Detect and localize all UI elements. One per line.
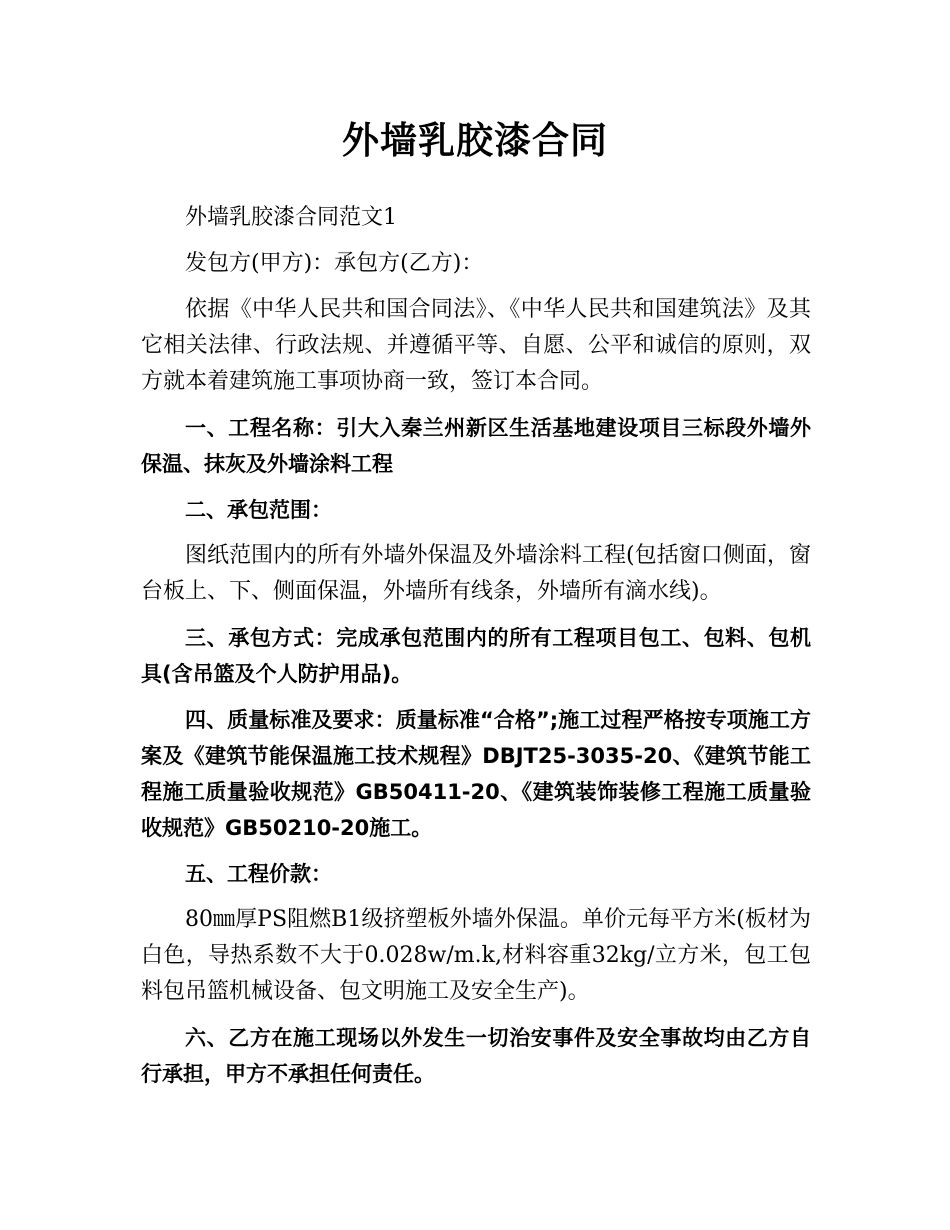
paragraph-scope-detail: 图纸范围内的所有外墙外保温及外墙涂料工程(包括窗口侧面，窗台板上、下、侧面保温，外墙所有线条，外墙所有滴水线)。 [141,543,811,604]
paragraph-preamble: 依据《中华人民共和国合同法》、《中华人民共和国建筑法》及其它相关法律、行政法规、并遵循平等、自愿、公平和诚信的原则，双方就本着建筑施工事项协商一致，签订本合同。 [141,297,811,394]
paragraph-parties: 发包方(甲方)：承包方(乙方)： [185,251,484,276]
clause-safety-liability: 六、乙方在施工现场以外发生一切治安事件及安全事故均由乙方自行承担，甲方不承担任何责任。 [141,1026,811,1086]
clause-contract-method: 三、承包方式：完成承包范围内的所有工程项目包工、包料、包机具(含吊篮及个人防护用品)。 [141,626,811,686]
paragraph-price-detail: 80㎜厚PS阻燃B1级挤塑板外墙外保温。单价元每平方米(板材为白色，导热系数不大于0.028w/m.k,材料容重32kg/立方米，包工包料包吊篮机械设备、包文明施工及安全生产)。 [141,907,811,1004]
document-body [141,200,811,1102]
clause-quality-standard: 四、质量标准及要求：质量标准“合格”;施工过程严格按专项施工方案及《建筑节能保温施工技术规程》DBJT25-3035-20、《建筑节能工程施工质量验收规范》GB50411-20、《建筑装饰装修工程施工质量验收规范》GB50210-20施工。 [141,708,811,840]
clause-price-heading: 五、工程价款： [185,862,332,886]
clause-scope-heading: 二、承包范围： [185,498,332,522]
paragraph-sample-heading: 外墙乳胶漆合同范文1 [185,205,397,230]
clause-project-name: 一、工程名称：引大入秦兰州新区生活基地建设项目三标段外墙外保温、抹灰及外墙涂料工程 [141,416,811,476]
document-title: 外墙乳胶漆合同 [342,119,608,162]
